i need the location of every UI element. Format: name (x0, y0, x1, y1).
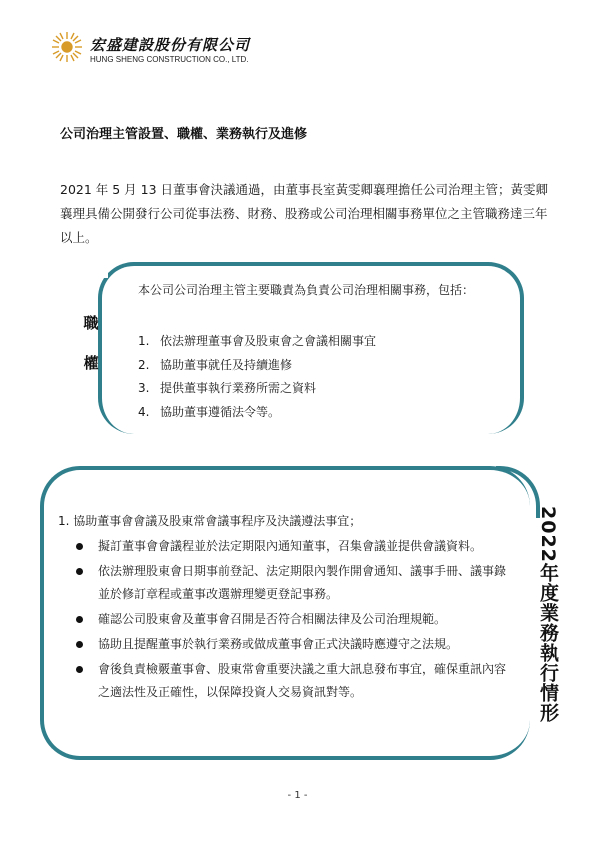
duty-text: 依法辦理董事會及股東會之會議相關事宜 (160, 334, 377, 348)
duty-text: 提供董事執行業務所需之資料 (160, 381, 317, 395)
work-item (76, 633, 506, 656)
work-heading: 1. 協助董事會會議及股東常會議事程序及決議遵法事宜； (58, 514, 362, 528)
duties-frame-gap (98, 262, 108, 278)
company-name-english: HUNG SHENG CONSTRUCTION CO., LTD. (90, 55, 249, 64)
section-title: 公司治理主管設置、職權、業務執行及進修 (60, 127, 308, 142)
work-item (76, 608, 506, 631)
duties-lead-text: 本公司公司治理主管主要職責為負責公司治理相關事務，包括： (138, 283, 475, 297)
duty-number: 2. (138, 357, 150, 372)
duty-item (138, 330, 376, 354)
work-item-text: 會後負責檢覈董事會、股東常會重要決議之重大訊息發布事宜，確保重訊內容之適法性及正確性，以保障投資人交易資訊對等。 (98, 662, 507, 699)
work-item (76, 658, 506, 704)
duty-item (138, 354, 376, 378)
sun-logo-icon (50, 30, 84, 64)
duty-text: 協助董事就任及持續進修 (160, 357, 293, 372)
work-item (76, 560, 506, 606)
work-vertical-title: 2022年度業務執行情形 (537, 506, 559, 723)
work-item-text: 擬訂董事會會議程並於法定期限內通知董事，召集會議並提供會議資料。 (98, 539, 483, 553)
page-number: - 1 - (287, 790, 308, 801)
duty-number: 3. (138, 381, 150, 395)
bullet-icon (76, 543, 83, 550)
duty-number: 1. (138, 334, 150, 348)
duties-list (138, 330, 376, 424)
work-frame-corner (496, 466, 540, 518)
bullet-icon (76, 666, 83, 673)
work-item-text: 依法辦理股東會日期事前登記、法定期限內製作開會通知、議事手冊、議事錄並於修訂章程或董事改選辦理變更登記事務。 (98, 564, 507, 601)
work-item-text: 協助且提醒董事於執行業務或做成董事會正式決議時應遵守之法規。 (98, 637, 459, 651)
bullet-icon (76, 616, 83, 623)
duty-item (138, 377, 376, 401)
duties-label-char-2: 權 (83, 354, 99, 372)
intro-paragraph: 2021 年 5 月 13 日董事會決議通過，由董事長室黃雯卿襄理擔任公司治理主管；黃雯卿襄理具備公開發行公司從事法務、財務、股務或公司治理相關事務單位之主管職務達三年以上。 (60, 182, 549, 245)
company-name-chinese: 宏盛建設股份有限公司 (90, 36, 251, 54)
duties-label-char-1: 職 (83, 314, 99, 332)
duty-text: 協助董事遵循法令等。 (160, 404, 281, 419)
bullet-icon (76, 568, 83, 575)
work-list (76, 535, 506, 706)
work-item (76, 535, 506, 558)
work-item-text: 確認公司股東會及董事會召開是否符合相關法律及公司治理規範。 (98, 612, 447, 626)
duty-item (138, 401, 376, 425)
duty-number: 4. (138, 404, 150, 419)
bullet-icon (76, 641, 83, 648)
